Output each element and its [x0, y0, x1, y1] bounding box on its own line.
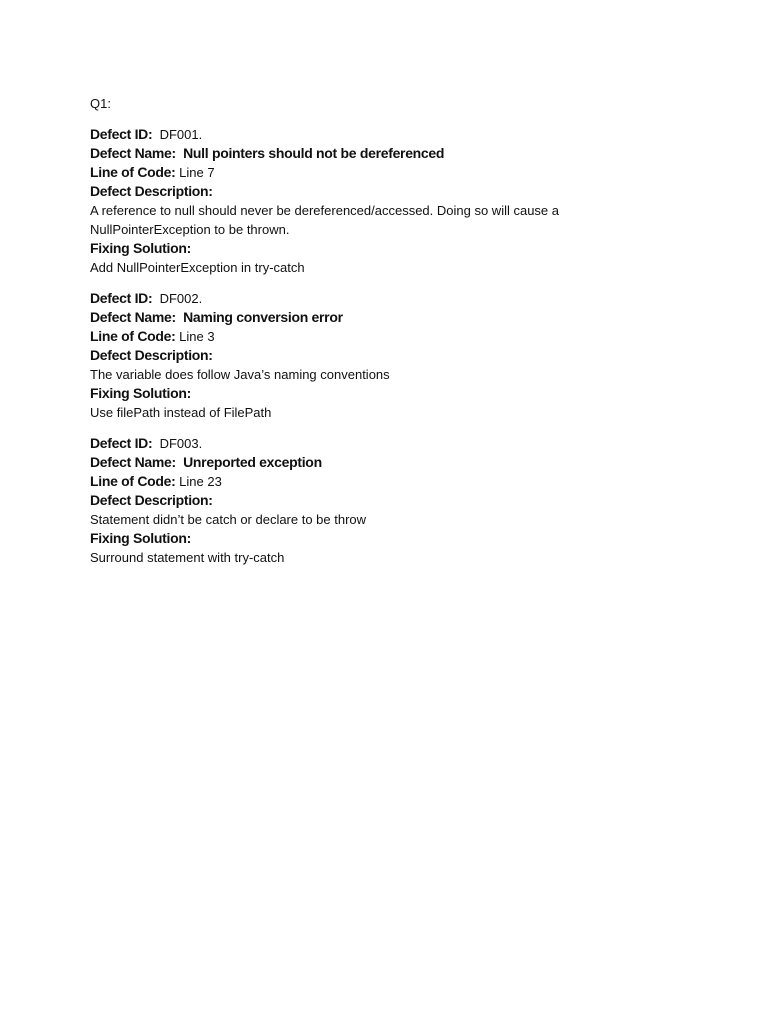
defect-id-line — [90, 125, 690, 144]
defect-id-label: Defect ID: — [90, 126, 153, 142]
line-of-code-line — [90, 163, 690, 182]
line-of-code-line — [90, 327, 690, 346]
defect-name-line — [90, 453, 690, 472]
defect-name-label: Defect Name: — [90, 454, 176, 470]
fixing-solution-label: Fixing Solution: — [90, 530, 191, 546]
defect-name-line — [90, 308, 690, 327]
defect-entry-df002 — [90, 289, 690, 422]
fixing-solution-text: Use filePath instead of FilePath — [90, 405, 272, 420]
line-of-code-label: Line of Code: — [90, 164, 176, 180]
defect-name-value: Unreported exception — [183, 454, 322, 470]
defect-id-line — [90, 289, 690, 308]
fixing-solution-label: Fixing Solution: — [90, 385, 191, 401]
defect-id-line — [90, 434, 690, 453]
defect-id-label: Defect ID: — [90, 290, 153, 306]
defect-description-label: Defect Description: — [90, 492, 213, 508]
fixing-solution-heading — [90, 529, 690, 548]
fixing-solution-label: Fixing Solution: — [90, 240, 191, 256]
defect-description-heading — [90, 346, 690, 365]
defect-description-label: Defect Description: — [90, 183, 213, 199]
defect-description-label: Defect Description: — [90, 347, 213, 363]
defect-description-text: A reference to null should never be dereferenced/accessed. Doing so will cause a NullPointerException to be thrown. — [90, 203, 560, 237]
defect-id-value: DF003. — [159, 436, 203, 451]
line-of-code-label: Line of Code: — [90, 473, 176, 489]
defect-name-value: Naming conversion error — [183, 309, 343, 325]
fixing-solution-text: Add NullPointerException in try-catch — [90, 260, 305, 275]
defect-name-value: Null pointers should not be dereferenced — [183, 145, 445, 161]
defect-description-text: Statement didn’t be catch or declare to be throw — [90, 512, 367, 527]
defect-id-label: Defect ID: — [90, 435, 153, 451]
fixing-solution-text: Surround statement with try-catch — [90, 550, 285, 565]
defect-name-label: Defect Name: — [90, 145, 176, 161]
defect-id-value: DF002. — [159, 291, 203, 306]
line-of-code-value: Line 3 — [179, 329, 215, 344]
document-page — [90, 94, 690, 579]
defect-entry-df001 — [90, 125, 690, 277]
defect-description-heading — [90, 491, 690, 510]
line-of-code-value: Line 23 — [179, 474, 222, 489]
fixing-solution-heading — [90, 239, 690, 258]
fixing-solution-heading — [90, 384, 690, 403]
defect-name-line — [90, 144, 690, 163]
defect-entry-df003 — [90, 434, 690, 567]
defect-description-text: The variable does follow Java’s naming conventions — [90, 367, 390, 382]
line-of-code-value: Line 7 — [179, 165, 215, 180]
defect-id-value: DF001. — [159, 127, 203, 142]
question-label: Q1: — [90, 96, 111, 111]
line-of-code-label: Line of Code: — [90, 328, 176, 344]
defect-name-label: Defect Name: — [90, 309, 176, 325]
line-of-code-line — [90, 472, 690, 491]
defect-description-heading — [90, 182, 690, 201]
